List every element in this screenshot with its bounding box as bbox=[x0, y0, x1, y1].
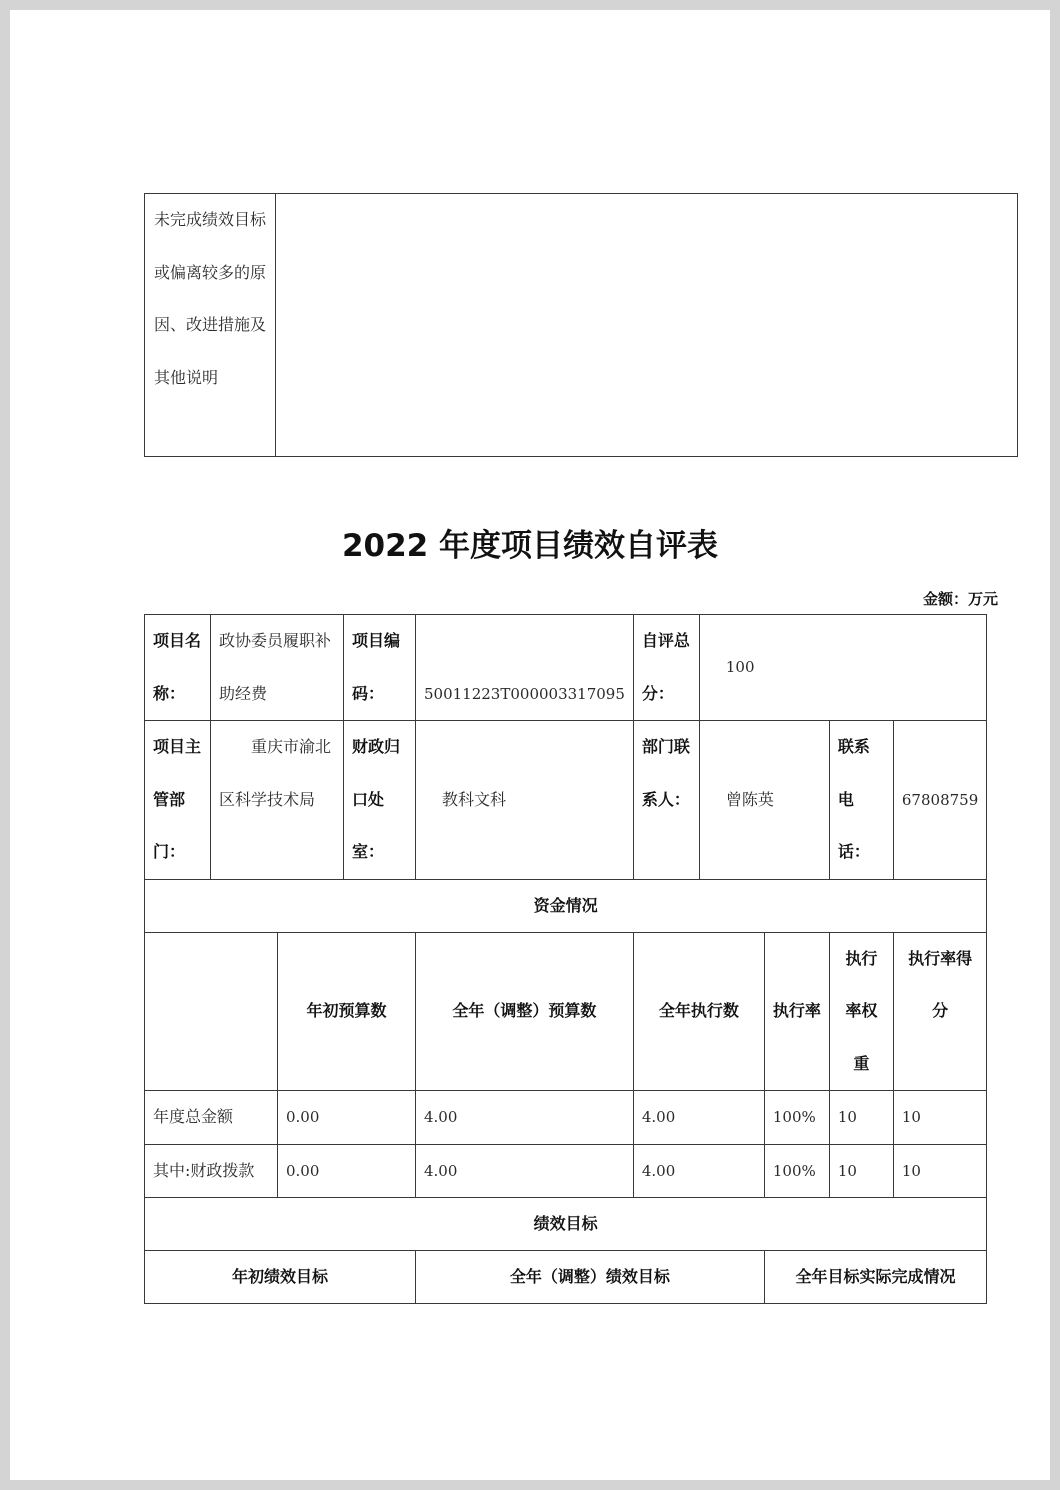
dept-value: 重庆市渝北区科学技术局 bbox=[211, 721, 344, 880]
contact-label: 部门联系人： bbox=[633, 721, 699, 880]
funds-header-blank bbox=[145, 932, 278, 1091]
funds-row-total-score: 10 bbox=[893, 1091, 986, 1145]
funds-header-rate-score: 执行率得分 bbox=[893, 932, 986, 1091]
goals-header-actual: 全年目标实际完成情况 bbox=[764, 1251, 986, 1304]
remarks-table bbox=[144, 193, 1018, 457]
funds-header-exec-rate: 执行率 bbox=[764, 932, 829, 1091]
funds-header-adjusted-budget: 全年（调整）预算数 bbox=[416, 932, 634, 1091]
project-code-value: 50011223T000003317095 bbox=[416, 615, 634, 721]
project-name-label: 项目名称： bbox=[145, 615, 211, 721]
self-score-value: 100 bbox=[699, 615, 986, 721]
funds-section-title: 资金情况 bbox=[145, 879, 987, 932]
funds-row-total-rate: 100% bbox=[764, 1091, 829, 1145]
amount-unit: 金额：万元 bbox=[922, 590, 998, 608]
funds-header-rate-weight: 执行率权重 bbox=[829, 932, 893, 1091]
funds-row-fiscal-score: 10 bbox=[893, 1144, 986, 1198]
funds-row-fiscal-adjusted: 4.00 bbox=[416, 1144, 634, 1198]
self-score-label: 自评总分： bbox=[633, 615, 699, 721]
funds-header-executed: 全年执行数 bbox=[633, 932, 764, 1091]
document-page bbox=[10, 10, 1050, 1480]
dept-label: 项目主管部门： bbox=[145, 721, 211, 880]
funds-row-fiscal-executed: 4.00 bbox=[633, 1144, 764, 1198]
funds-row-total-weight: 10 bbox=[829, 1091, 893, 1145]
remarks-label: 未完成绩效目标或偏离较多的原因、改进措施及其他说明 bbox=[145, 194, 276, 457]
project-code-label: 项目编码： bbox=[344, 615, 416, 721]
finance-office-value: 教科文科 bbox=[416, 721, 634, 880]
funds-row-total-initial: 0.00 bbox=[278, 1091, 416, 1145]
phone-value: 67808759 bbox=[893, 721, 986, 880]
funds-row-total-executed: 4.00 bbox=[633, 1091, 764, 1145]
funds-header-initial-budget: 年初预算数 bbox=[278, 932, 416, 1091]
phone-label: 联系电话： bbox=[829, 721, 893, 880]
contact-value: 曾陈英 bbox=[699, 721, 829, 880]
page-title: 2022 年度项目绩效自评表 bbox=[341, 528, 719, 564]
funds-row-fiscal-rate: 100% bbox=[764, 1144, 829, 1198]
funds-row-fiscal-initial: 0.00 bbox=[278, 1144, 416, 1198]
goals-section-title: 绩效目标 bbox=[145, 1198, 987, 1251]
goals-header-initial: 年初绩效目标 bbox=[145, 1251, 416, 1304]
remarks-value bbox=[276, 194, 1018, 457]
funds-row-fiscal-label: 其中:财政拨款 bbox=[145, 1144, 278, 1198]
funds-row-fiscal-weight: 10 bbox=[829, 1144, 893, 1198]
goals-header-adjusted: 全年（调整）绩效目标 bbox=[416, 1251, 765, 1304]
evaluation-table bbox=[144, 614, 987, 1304]
finance-office-label: 财政归口处室： bbox=[344, 721, 416, 880]
funds-row-total-label: 年度总金额 bbox=[145, 1091, 278, 1145]
funds-row-total-adjusted: 4.00 bbox=[416, 1091, 634, 1145]
project-name-value: 政协委员履职补助经费 bbox=[211, 615, 344, 721]
